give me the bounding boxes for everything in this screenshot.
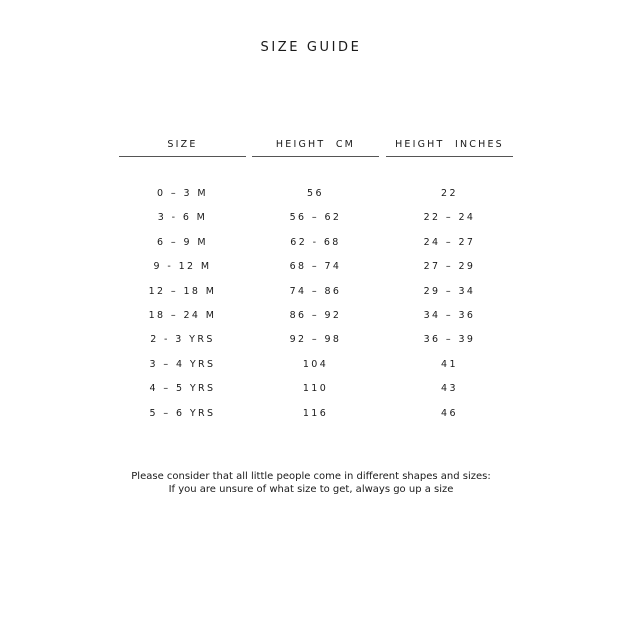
size-column-header: SIZE	[119, 137, 246, 157]
sizing-note-line-1: Please consider that all little people come in different shapes and sizes:	[131, 471, 491, 482]
table-cell-height-inches: 27 – 29	[423, 261, 476, 273]
table-cell-height-inches: 34 – 36	[423, 309, 476, 321]
table-cell-height-cm: 62 - 68	[290, 236, 341, 248]
sizing-note	[0, 470, 622, 496]
table-cell-height-cm: 56 – 62	[289, 212, 342, 224]
table-cell-height-inches: 36 – 39	[423, 334, 476, 346]
table-cell-height-inches: 22 – 24	[423, 212, 476, 224]
height-cm-cells	[252, 186, 379, 430]
table-cell-height-inches: 24 – 27	[423, 236, 476, 248]
height-inches-cells	[386, 186, 513, 430]
table-cell-height-cm: 74 – 86	[289, 285, 342, 297]
height-cm-column-header: HEIGHT CM	[252, 137, 379, 157]
table-cell-height-cm: 116	[302, 407, 329, 419]
table-cell-height-cm: 110	[302, 383, 329, 395]
table-cell-height-cm: 104	[302, 358, 329, 370]
table-cell-size: 6 – 9 M	[157, 236, 208, 248]
table-cell-height-cm: 56	[307, 188, 324, 199]
table-cell-height-cm: 86 – 92	[289, 309, 342, 321]
table-cell-height-inches: 29 – 34	[423, 285, 476, 297]
table-cell-height-inches: 46	[441, 407, 458, 419]
size-column	[119, 137, 246, 430]
table-cell-size: 3 – 4 YRS	[149, 358, 216, 370]
height-inches-column-header: HEIGHT INCHES	[386, 137, 513, 157]
table-cell-height-inches: 22	[441, 188, 458, 199]
table-cell-height-inches: 41	[441, 358, 458, 370]
table-cell-height-cm: 68 – 74	[289, 261, 342, 273]
size-cells	[119, 186, 246, 430]
height-cm-column	[252, 137, 379, 430]
table-cell-size: 12 – 18 M	[148, 285, 217, 297]
table-cell-size: 5 – 6 YRS	[149, 407, 216, 419]
table-cell-size: 9 - 12 M	[153, 261, 212, 273]
table-cell-height-cm: 92 – 98	[289, 334, 342, 346]
table-cell-size: 3 - 6 M	[157, 212, 208, 224]
table-cell-size: 18 – 24 M	[148, 309, 217, 321]
table-cell-size: 0 – 3 M	[157, 188, 208, 199]
table-cell-size: 4 – 5 YRS	[149, 383, 216, 395]
page-title: SIZE GUIDE	[260, 40, 362, 55]
table-cell-height-inches: 43	[441, 383, 458, 395]
sizing-note-line-2: If you are unsure of what size to get, always go up a size	[168, 484, 454, 495]
table-cell-size: 2 - 3 YRS	[150, 334, 215, 346]
height-inches-column	[386, 137, 513, 430]
